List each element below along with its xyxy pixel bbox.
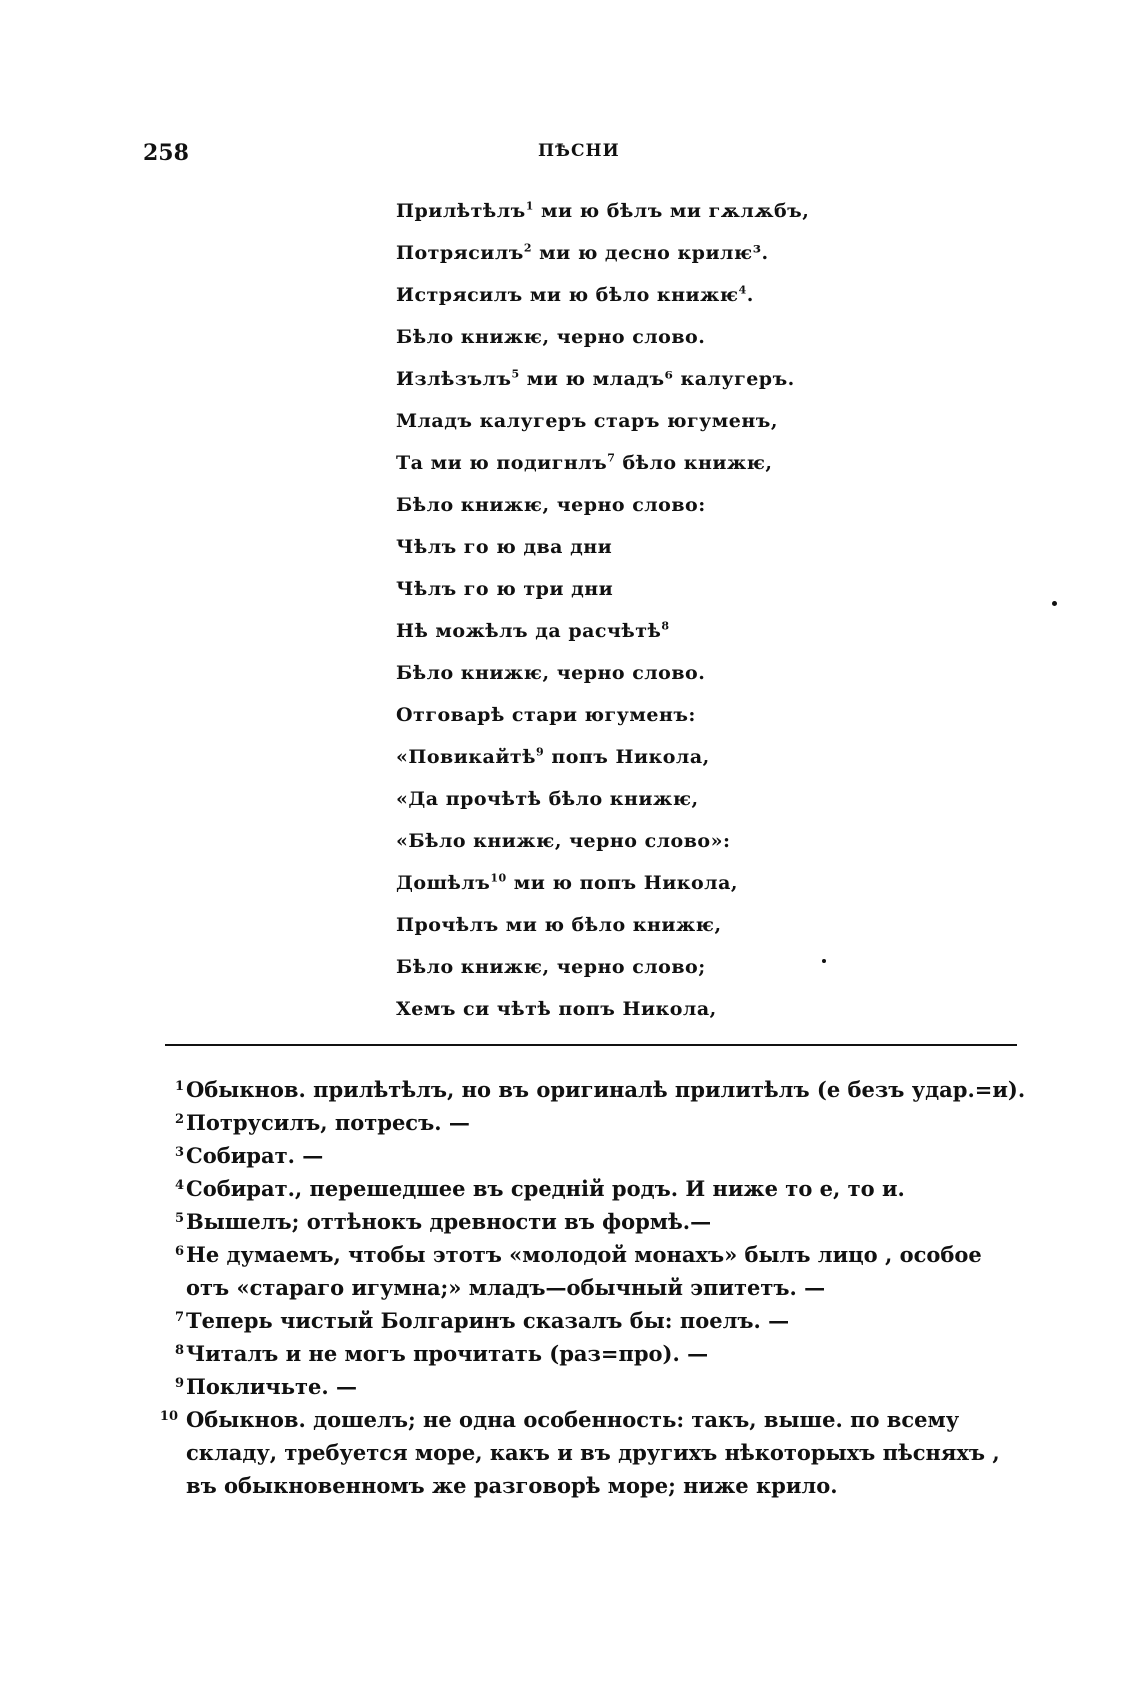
footnote-reference: 1 xyxy=(525,199,534,213)
footnote xyxy=(160,1304,1030,1337)
poem-line-rest: ми ю попъ Никола, xyxy=(506,872,738,894)
footnote-number: 2 xyxy=(174,1112,184,1127)
footnote-number: 10 xyxy=(159,1409,178,1424)
footnote-text: Потрусилъ, потресъ. — xyxy=(186,1110,470,1135)
footnote-text: Читалъ и не могъ прочитать (раз=про). — xyxy=(186,1341,709,1366)
footnote-reference: 9 xyxy=(536,745,545,759)
poem-line-text: Чѣлъ го ю три дни xyxy=(396,578,614,600)
footnote-reference: 7 xyxy=(607,451,616,465)
poem-line-rest: бѣло книжѥ, xyxy=(615,452,773,474)
footnote-number: 5 xyxy=(174,1211,184,1226)
poem-line xyxy=(396,484,809,526)
poem-line xyxy=(396,232,809,274)
poem-line-rest: ми ю десно крилѥ³. xyxy=(532,242,769,264)
footnote-text: Обыкнов. дошелъ; не одна особенность: такъ, выше. по всему складу, требуется море, какъ и въ другихъ нѣкоторыхъ пѣсняхъ , въ обыкновенномъ же разговорѣ море; ниже крило. xyxy=(186,1407,1000,1498)
poem-line xyxy=(396,694,809,736)
poem-line-text: Нѣ можѣлъ да расчѣтѣ xyxy=(396,620,662,642)
footnote xyxy=(160,1073,1030,1106)
footnote-text: Покличьте. — xyxy=(186,1374,358,1399)
footnote-number: 1 xyxy=(174,1079,184,1094)
footnote-reference: 2 xyxy=(523,241,532,255)
footnote xyxy=(160,1106,1030,1139)
footnote-text: Собират., перешедшее въ средній родъ. И ниже то е, то и. xyxy=(186,1176,905,1201)
poem-line-text: Потрясилъ xyxy=(396,242,524,264)
poem-line-rest: . xyxy=(746,284,754,306)
poem-line-text: Истрясилъ ми ю бѣло книжѥ xyxy=(396,284,739,306)
footnotes xyxy=(160,1073,1030,1502)
poem-line-text: Отговарѣ стари югуменъ: xyxy=(396,704,696,726)
footnote-number: 4 xyxy=(174,1178,184,1193)
poem-line-text: «Да прочѣтѣ бѣло книжѥ, xyxy=(396,788,699,810)
footnote xyxy=(160,1205,1030,1238)
poem-line xyxy=(396,946,809,988)
footnote-text: Теперь чистый Болгаринъ сказалъ бы: поелъ. — xyxy=(186,1308,790,1333)
poem-line-text: Чѣлъ го ю два дни xyxy=(396,536,613,558)
footnote xyxy=(160,1139,1030,1172)
poem-line-text: Хемъ си чѣтѣ попъ Никола, xyxy=(396,998,717,1020)
footnote-number: 7 xyxy=(174,1310,184,1325)
poem-line xyxy=(396,526,809,568)
poem-line-text: «Повикайтѣ xyxy=(396,746,537,768)
print-speck xyxy=(1052,601,1057,606)
poem-line xyxy=(396,778,809,820)
footnote-divider xyxy=(165,1044,1017,1046)
poem-line-text: «Бѣло книжѥ, черно слово»: xyxy=(396,830,731,852)
poem-line xyxy=(396,568,809,610)
poem-line xyxy=(396,652,809,694)
poem-line-text: Дошѣлъ xyxy=(396,872,491,894)
poem-line xyxy=(396,862,809,904)
footnote xyxy=(160,1172,1030,1205)
page-number: 258 xyxy=(143,140,189,166)
footnote-reference: 4 xyxy=(738,283,747,297)
footnote-reference: 10 xyxy=(490,871,507,885)
footnote-text: Не думаемъ, чтобы этотъ «молодой монахъ» былъ лицо , особое отъ «стараго игумна;» младъ—обычный эпитетъ. — xyxy=(186,1242,982,1300)
poem-line xyxy=(396,400,809,442)
poem-line-text: Бѣло книжѥ, черно слово. xyxy=(396,662,706,684)
poem-line-text: Прилѣтѣлъ xyxy=(396,200,526,222)
footnote-reference: 5 xyxy=(511,367,520,381)
print-speck xyxy=(822,959,826,963)
poem-line-text: Бѣло книжѥ, черно слово. xyxy=(396,326,706,348)
footnote xyxy=(160,1370,1030,1403)
footnote-text: Собират. — xyxy=(186,1143,324,1168)
poem-line-text: Бѣло книжѥ, черно слово; xyxy=(396,956,706,978)
poem-line-text: Младъ калугеръ старъ югуменъ, xyxy=(396,410,778,432)
poem-line-text: Прочѣлъ ми ю бѣло книжѥ, xyxy=(396,914,722,936)
poem-line xyxy=(396,988,809,1030)
poem-line-text: Бѣло книжѥ, черно слово: xyxy=(396,494,706,516)
poem-line-text: Излѣзълъ xyxy=(396,368,512,390)
poem-line xyxy=(396,610,809,652)
running-title: ПѢСНИ xyxy=(538,141,620,161)
footnote-reference: 8 xyxy=(661,619,670,633)
footnote-number: 6 xyxy=(174,1244,184,1259)
footnote xyxy=(160,1403,1030,1502)
poem-line xyxy=(396,904,809,946)
footnote-text: Вышелъ; оттѣнокъ древности въ формѣ.— xyxy=(186,1209,712,1234)
poem-line xyxy=(396,274,809,316)
poem-line xyxy=(396,316,809,358)
poem-line xyxy=(396,736,809,778)
footnote-text: Обыкнов. прилѣтѣлъ, но въ оригиналѣ прилитѣлъ (е безъ удар.=и). xyxy=(186,1077,1026,1102)
poem-line-rest: ми ю бѣлъ ми гѫлѫбъ, xyxy=(533,200,810,222)
poem-line-rest: попъ Никола, xyxy=(544,746,710,768)
footnote-number: 3 xyxy=(174,1145,184,1160)
poem xyxy=(396,190,809,1030)
poem-line-rest: ми ю младъ⁶ калугеръ. xyxy=(519,368,795,390)
poem-line xyxy=(396,190,809,232)
footnote xyxy=(160,1337,1030,1370)
poem-line-text: Та ми ю подигнлъ xyxy=(396,452,608,474)
poem-line xyxy=(396,358,809,400)
footnote xyxy=(160,1238,1030,1304)
footnote-number: 9 xyxy=(174,1376,184,1391)
footnote-number: 8 xyxy=(174,1343,184,1358)
poem-line xyxy=(396,820,809,862)
poem-line xyxy=(396,442,809,484)
